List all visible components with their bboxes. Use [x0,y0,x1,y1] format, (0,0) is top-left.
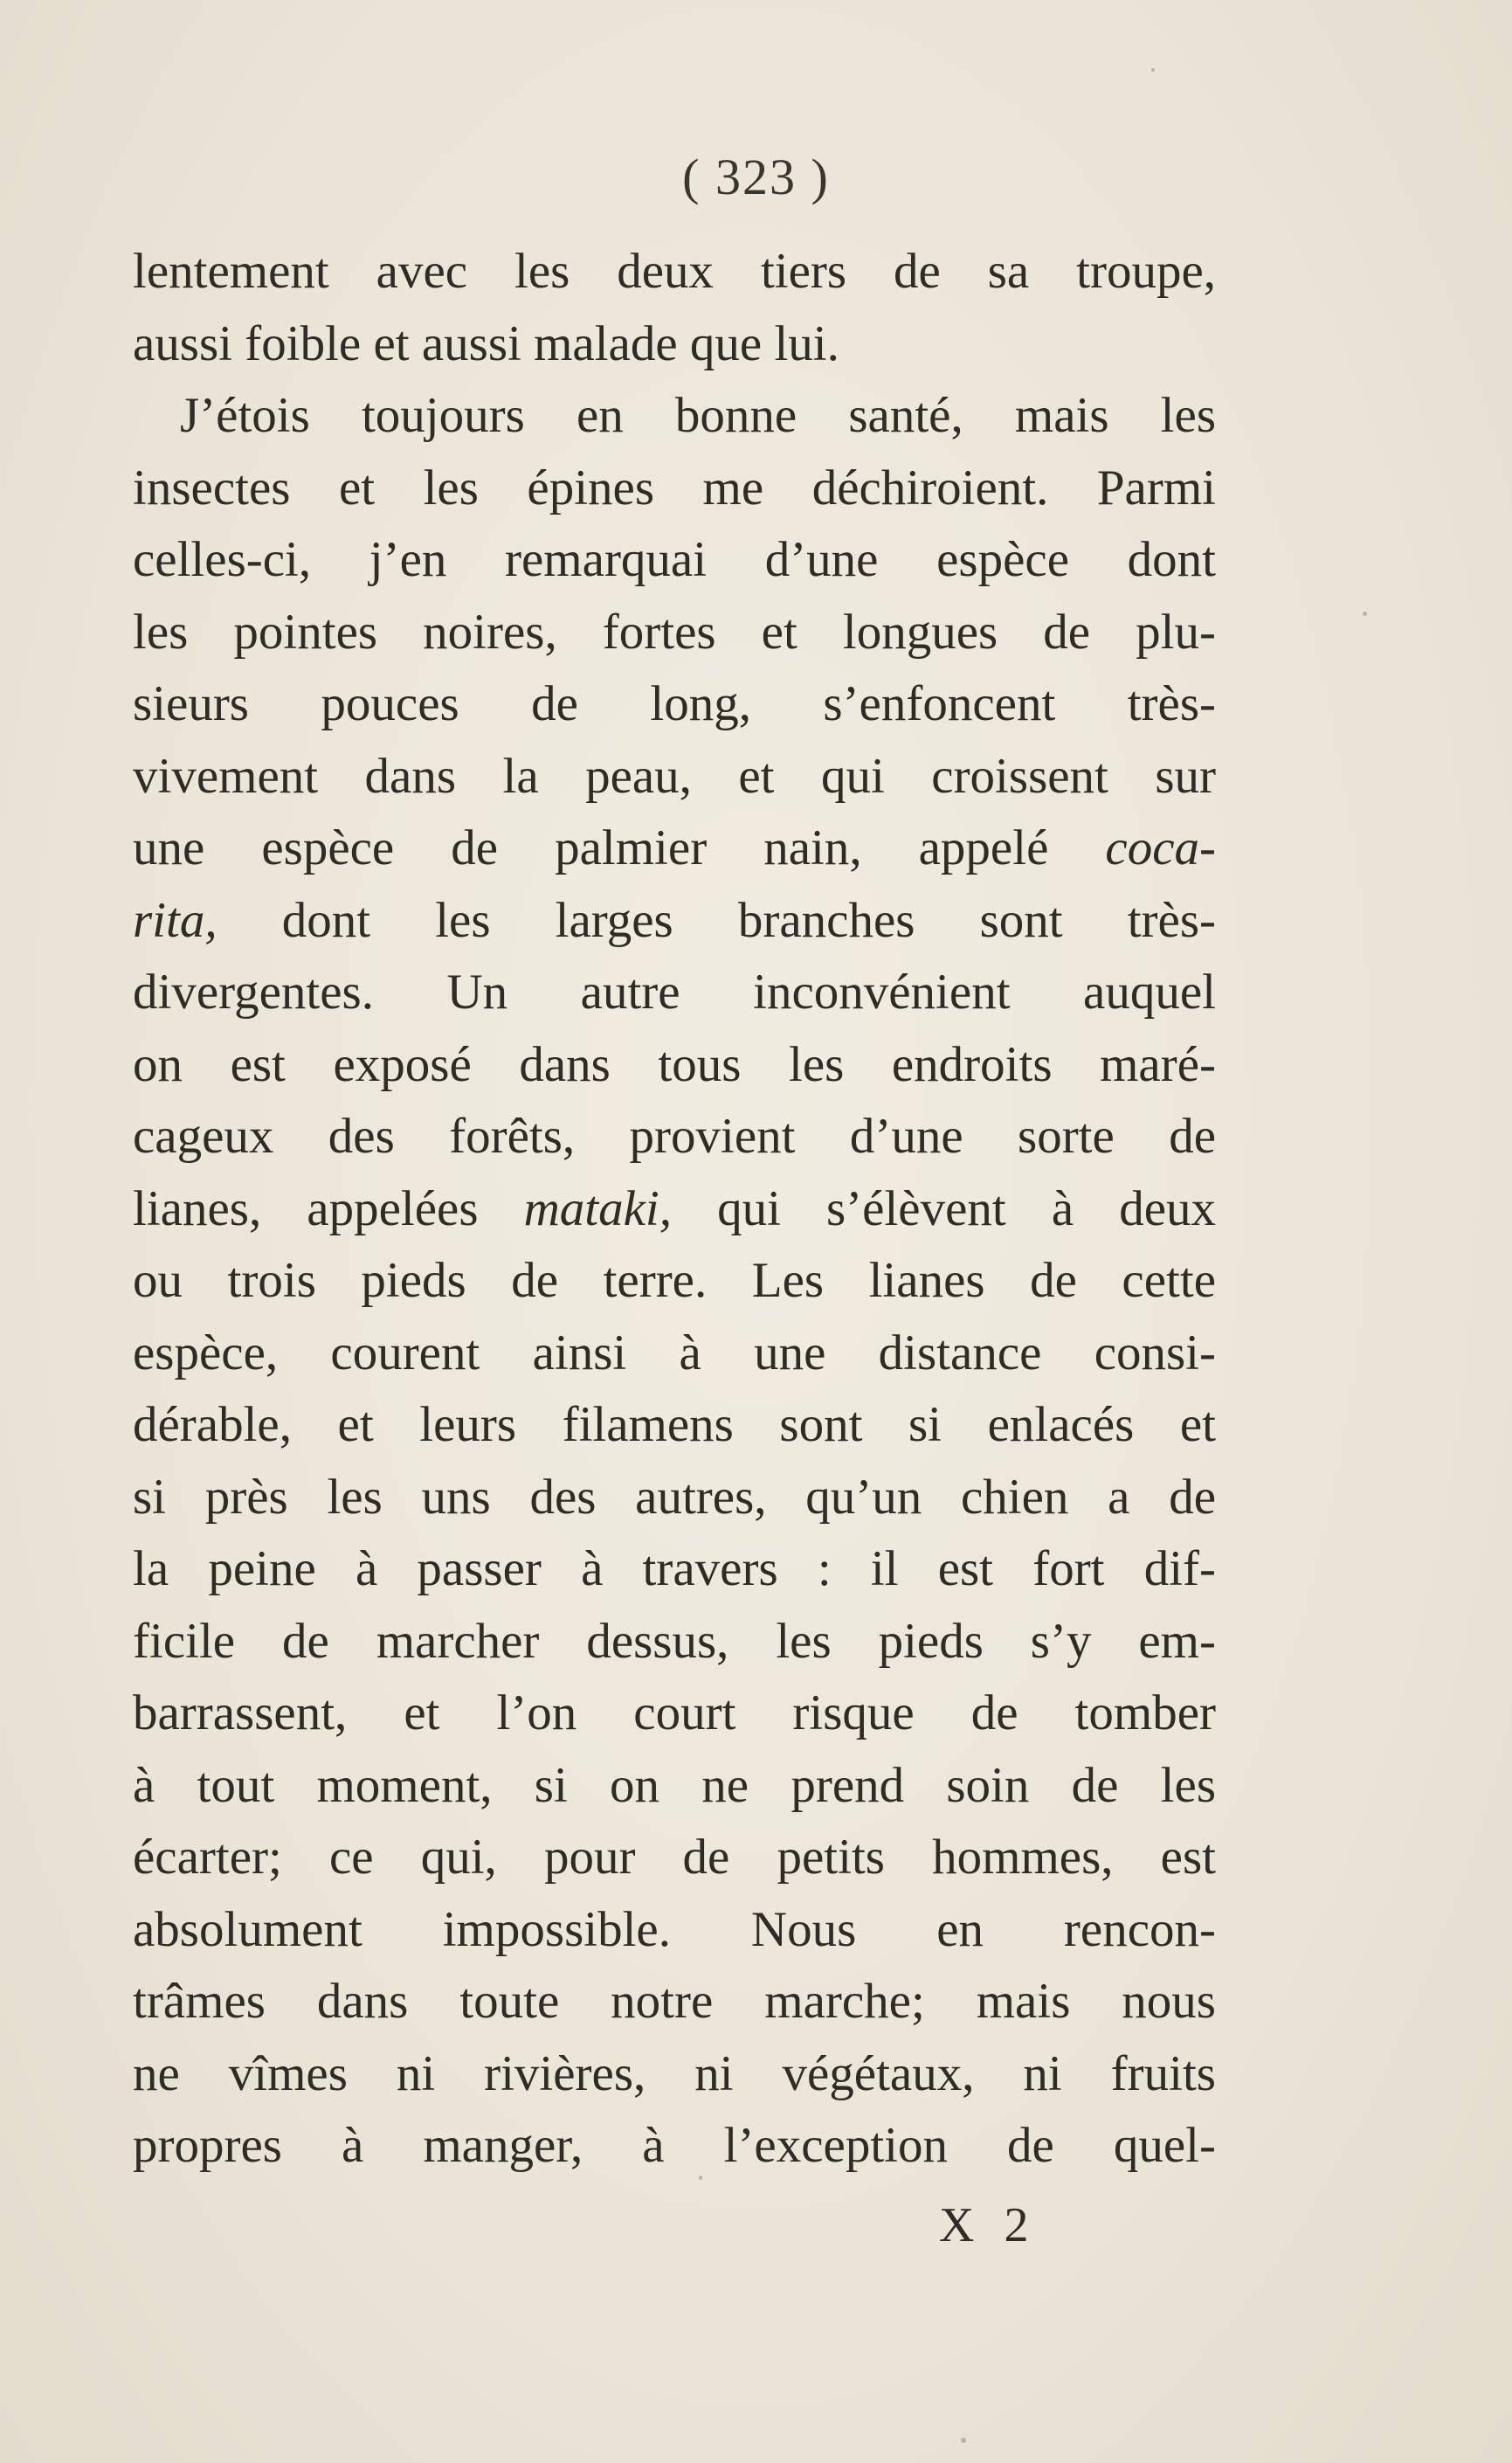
text-line [133,1606,1216,1678]
text-segment: J’étois toujours en bonne santé, mais les [180,388,1216,443]
text-segment: lianes, appelées [133,1180,524,1236]
text-line [133,2110,1216,2183]
text-segment: écarter; ce qui, pour de petits hommes, est [133,1830,1216,1885]
text-segment: qui s’élèvent à deux [717,1180,1217,1236]
paper-speck [961,2438,966,2443]
text-segment: les pointes noires, fortes et longues de plu- [133,604,1216,660]
text-line [133,1318,1216,1390]
text-line [133,453,1216,525]
text-segment: vivement dans la peau, et qui croissent sur [133,748,1216,804]
text-segment: dont les larges branches sont très- [281,892,1216,948]
text-segment: une espèce de palmier nain, appelé [133,820,1106,875]
text-segment: dérable, et leurs filamens sont si enlacés et [133,1397,1216,1452]
text-line [133,380,1216,453]
text-line [133,957,1216,1029]
text-line [133,1822,1216,1894]
paper-speck [699,2176,702,2180]
text-segment: divergentes. Un autre inconvénient auquel [133,965,1216,1020]
text-line [133,741,1216,813]
text-segment: on est exposé dans tous les endroits maré- [133,1036,1216,1092]
text-segment: si près les uns des autres, qu’un chien a de [133,1469,1216,1525]
text-segment: ou trois pieds de terre. Les lianes de cette [133,1253,1216,1308]
text-segment: lentement avec les deux tiers de sa troupe, [133,244,1216,299]
italic-term: mataki, [523,1180,718,1236]
text-segment: sieurs pouces de long, s’enfoncent très- [133,676,1216,731]
text-line [133,1462,1216,1534]
text-line [133,1245,1216,1318]
signature-mark: X 2 [939,2198,1038,2252]
text-line [133,524,1216,597]
text-line [133,1029,1216,1102]
italic-term: rita, [133,892,282,948]
text-line [133,1750,1216,1823]
paper-speck [1151,68,1155,72]
text-segment: trâmes dans toute notre marche; mais nous [133,1974,1216,2029]
text-line [133,885,1216,958]
text-line [133,1389,1216,1462]
body-text [133,236,1216,2183]
text-line [133,1966,1216,2038]
text-line [133,308,1216,381]
paper-speck [1363,612,1367,616]
text-segment: ficile de marcher dessus, les pieds s’y em- [133,1613,1216,1669]
text-segment: ne vîmes ni rivières, ni végétaux, ni fruits [133,2045,1216,2101]
text-segment: barrassent, et l’on court risque de tomber [133,1685,1216,1740]
text-segment: cageux des forêts, provient d’une sorte de [133,1109,1216,1164]
text-line [133,1894,1216,1967]
text-line [133,1678,1216,1750]
text-segment: propres à manger, à l’exception de quel- [133,2118,1216,2173]
text-segment: absolument impossible. Nous en rencon- [133,1901,1216,1957]
text-segment: la peine à passer à travers : il est fort dif- [133,1541,1216,1596]
text-line [133,1533,1216,1606]
text-line [133,2038,1216,2111]
text-line [133,1101,1216,1173]
text-line [133,597,1216,669]
italic-term: coca- [1105,820,1216,875]
text-line [133,813,1216,885]
text-segment: espèce, courent ainsi à une distance consi- [133,1325,1216,1380]
text-line [133,1173,1216,1246]
text-segment: aussi foible et aussi malade que lui. [133,315,839,371]
text-line [133,668,1216,741]
text-segment: insectes et les épines me déchiroient. Parmi [133,460,1216,515]
text-segment: à tout moment, si on ne prend soin de les [133,1757,1216,1813]
page-number-header: ( 323 ) [682,149,830,205]
text-line [133,236,1216,308]
text-segment: celles-ci, j’en remarquai d’une espèce dont [133,532,1216,587]
